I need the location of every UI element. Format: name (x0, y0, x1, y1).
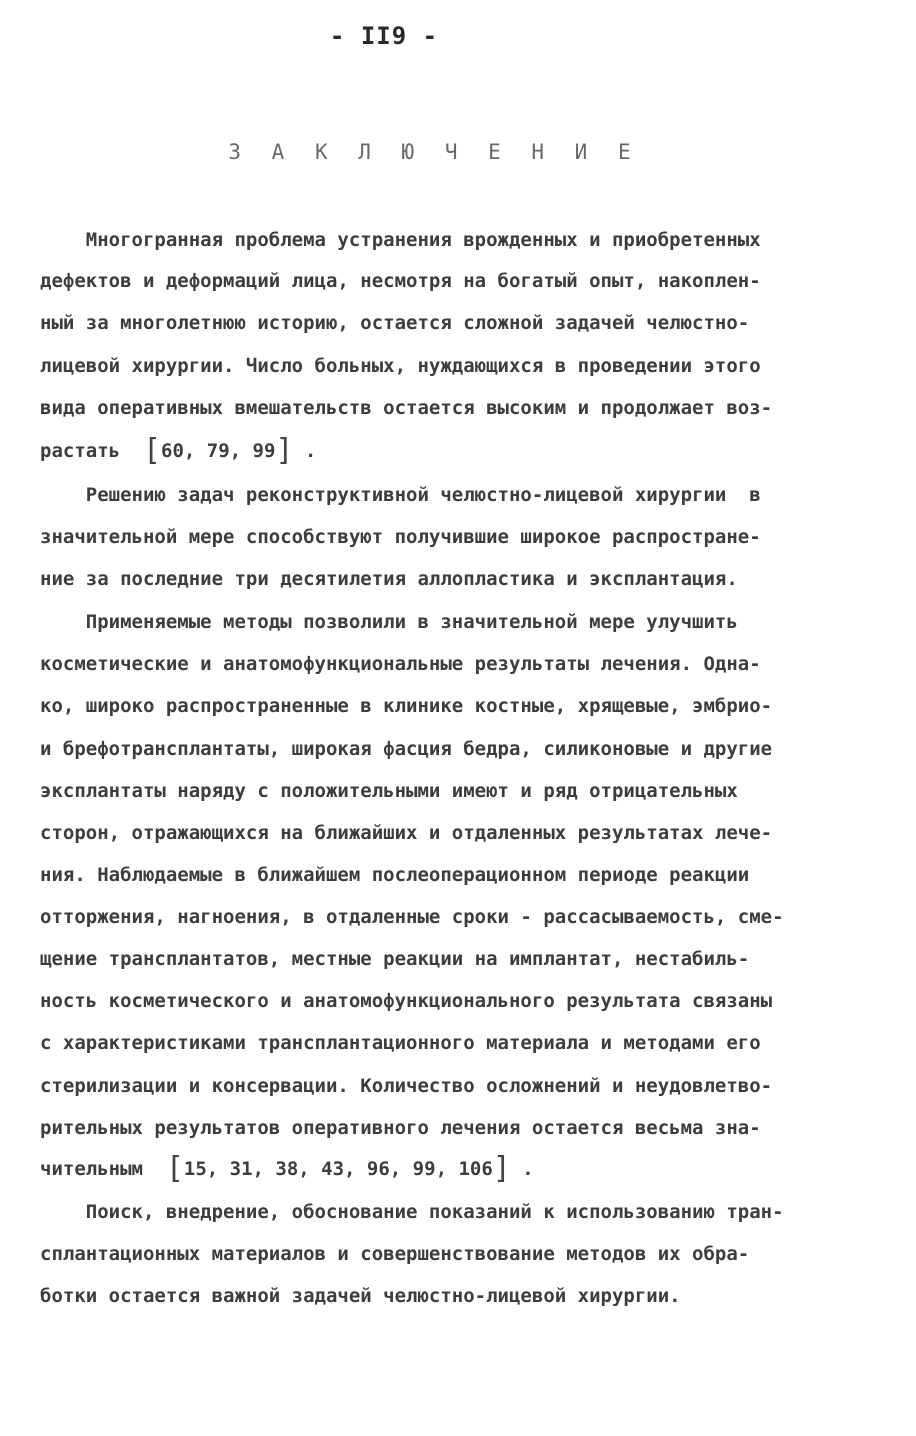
text-line: щение трансплантатов, местные реакции на имплантат, нестабиль- (40, 948, 750, 970)
text-line: с характеристиками трансплантационного материала и методами его (40, 1032, 761, 1054)
text-line: эксплантаты наряду с положительными имеют и ряд отрицательных (40, 780, 738, 802)
text-line: значительной мере способствуют получившие широкое распростране- (40, 526, 761, 548)
text-segment: . (510, 1158, 534, 1180)
text-line-with-citation (40, 433, 317, 468)
text-line: сторон, отражающихся на ближайших и отдаленных результатах лече- (40, 822, 773, 844)
citation-open-bracket: [ (165, 1151, 184, 1186)
citation-references: 60, 79, 99 (161, 440, 276, 462)
text-line: отторжения, нагноения, в отдаленные сроки - рассасываемость, сме- (40, 906, 784, 928)
text-segment: . (293, 440, 317, 462)
text-line: дефектов и деформаций лица, несмотря на богатый опыт, накоплен- (40, 270, 761, 292)
text-line: лицевой хирургии. Число больных, нуждающихся в проведении этого (40, 355, 761, 377)
text-line: ность косметического и анатомофункционального результата связаны (40, 990, 773, 1012)
text-line: сплантационных материалов и совершенствование методов их обра- (40, 1243, 750, 1265)
text-line: ный за многолетнюю историю, остается сложной задачей челюстно- (40, 312, 750, 334)
text-line: стерилизации и консервации. Количество осложнений и неудовлетво- (40, 1075, 773, 1097)
text-line: косметические и анатомофункциональные результаты лечения. Одна- (40, 653, 761, 675)
text-line: ния. Наблюдаемые в ближайшем послеоперационном периоде реакции (40, 864, 750, 886)
citation-open-bracket: [ (142, 433, 162, 468)
text-line: рительных результатов оперативного лечения остается весьма зна- (40, 1117, 761, 1139)
citation-references: 15, 31, 38, 43, 96, 99, 106 (183, 1158, 493, 1180)
citation-close-bracket: ] (275, 433, 294, 468)
text-segment: чительным (40, 1158, 166, 1180)
page-number: - II9 - (329, 22, 439, 50)
text-segment: растать (40, 440, 143, 462)
text-line-with-citation (40, 1151, 534, 1186)
text-line: ние за последние три десятилетия аллопластика и эксплантация. (40, 568, 738, 590)
text-line: ко, широко распространенные в клинике костные, хрящевые, эмбрио- (40, 695, 773, 717)
text-line: ботки остается важной задачей челюстно-лицевой хирургии. (40, 1285, 681, 1307)
citation-close-bracket: ] (492, 1151, 511, 1186)
text-line: и брефотрансплантаты, широкая фасция бедра, силиконовые и другие (40, 738, 773, 760)
text-line: вида оперативных вмешательств остается высоким и продолжает воз- (40, 397, 773, 419)
text-line: Применяемые методы позволили в значительной мере улучшить (40, 611, 738, 633)
text-line: Поиск, внедрение, обоснование показаний к использованию тран- (40, 1201, 784, 1223)
page-title: З А К Л Ю Ч Е Н И Е (228, 140, 640, 164)
text-line: Многогранная проблема устранения врожденных и приобретенных (40, 229, 761, 251)
text-line: Решению задач реконструктивной челюстно-лицевой хирургии в (40, 484, 761, 506)
